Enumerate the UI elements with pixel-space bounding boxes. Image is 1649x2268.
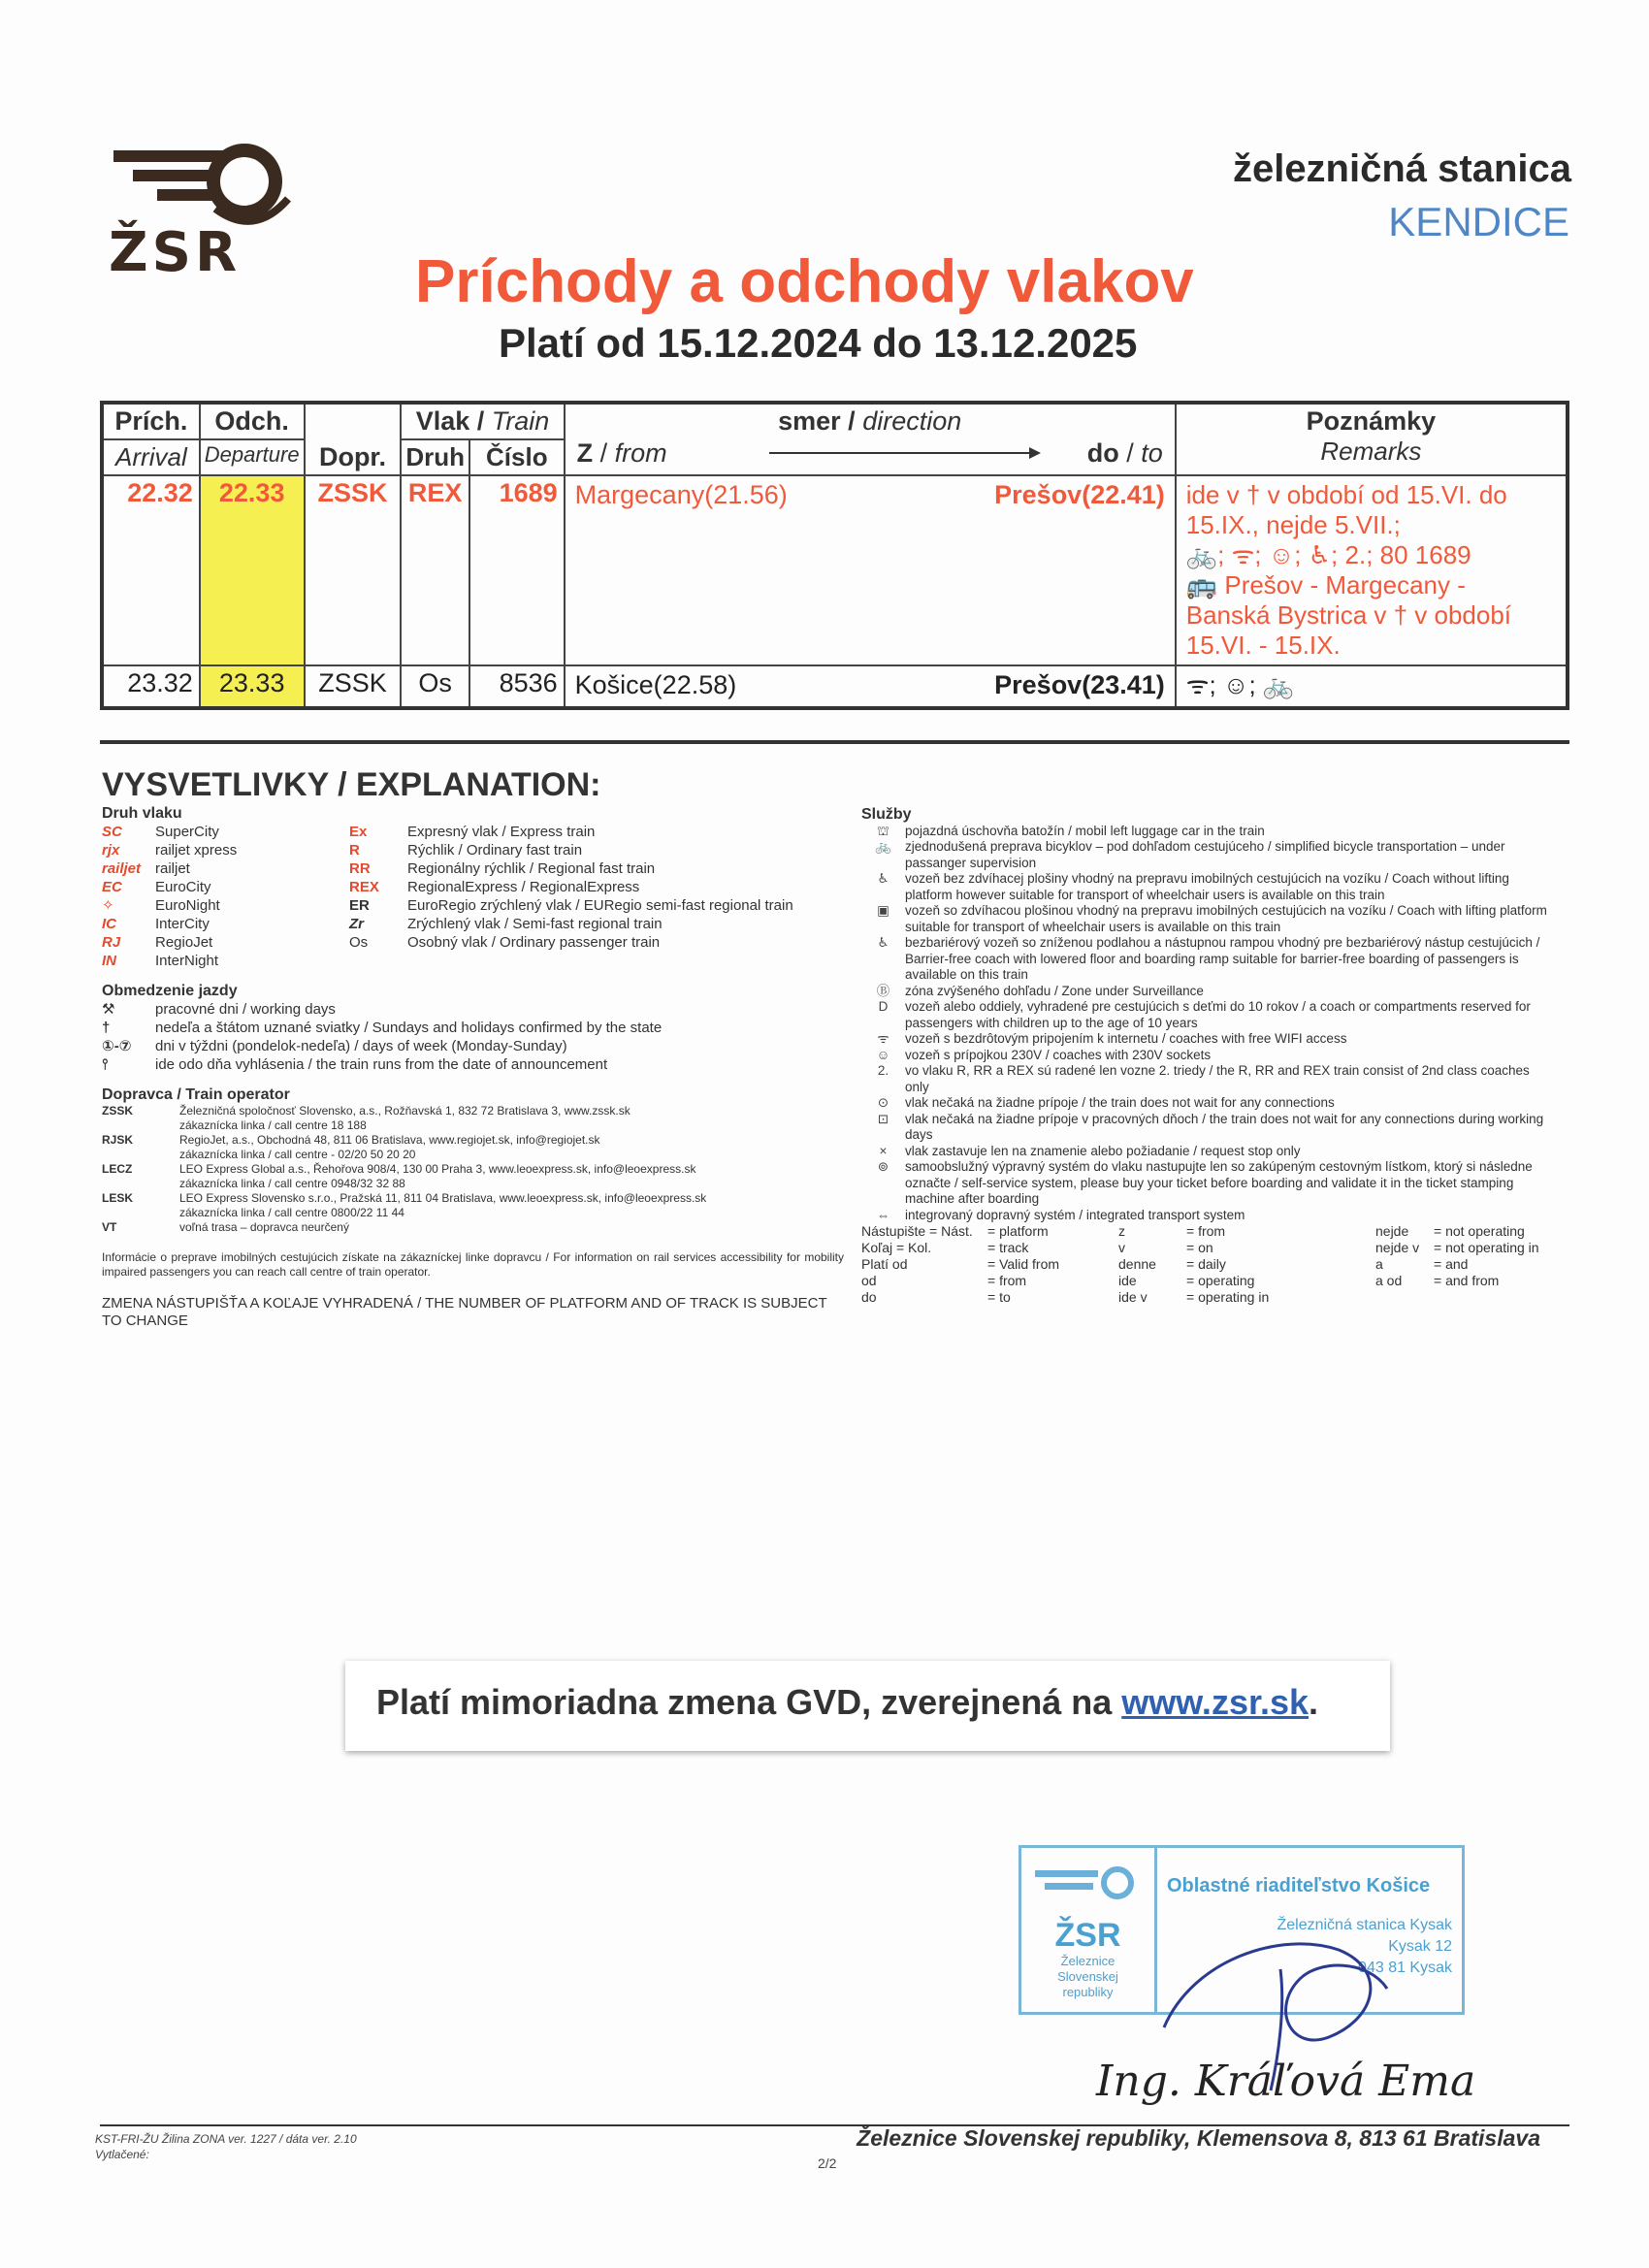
stamp-logo-text: ŽSR: [1054, 1917, 1121, 1954]
train-type-item: RR Regionálny rýchlik / Regional fast train: [349, 860, 656, 877]
lift-platform-icon: ▣: [877, 903, 889, 918]
table-row: [102, 665, 1568, 708]
operators-heading: Dopravca / Train operator: [102, 1086, 290, 1103]
remarks: [1176, 475, 1568, 665]
train-type-item: SC SuperCity: [102, 824, 219, 840]
train-type: REX: [401, 475, 469, 665]
header-number: Číslo: [469, 439, 565, 475]
train-type-item: Ex Expresný vlak / Express train: [349, 824, 596, 840]
header-remarks: Poznámky Remarks: [1176, 403, 1568, 475]
train-types-heading: Druh vlaku: [102, 805, 182, 822]
wifi-icon: ᯤ: [877, 1031, 889, 1046]
to-station: Prešov(22.41): [994, 480, 1165, 509]
operator: ZSSK: [305, 665, 402, 708]
remarks: [1176, 665, 1568, 708]
header-arrival-en: Arrival: [102, 439, 200, 475]
service-item: ⇔ integrovaný dopravný systém / integrated transport system: [861, 1208, 1560, 1224]
notice-suffix: .: [1309, 1682, 1319, 1722]
operator-item: VT voľná trasa – dopravca neurčený: [102, 1220, 349, 1234]
station-label: železničná stanica: [1232, 147, 1571, 190]
service-item: ᯤ vozeň s bezdrôtovým pripojením k internetu / coaches with free WIFI access: [861, 1031, 1560, 1048]
train-type-item: REX RegionalExpress / RegionalExpress: [349, 879, 640, 895]
page-title: Príchody a odchody vlakov: [415, 248, 1194, 315]
no-connection-workdays-icon: ⊡: [877, 1111, 889, 1126]
second-class-icon: 2.: [877, 1063, 889, 1078]
services-heading: Služby: [861, 806, 912, 823]
station-name: KENDICE: [1388, 199, 1569, 244]
stamp-title: Oblastné riaditeľstvo Košice: [1167, 1875, 1431, 1896]
service-item: 2. vo vlaku R, RR a REX sú radené len vozne 2. triedy / the R, RR and REX train consist of 2nd class coaches only: [861, 1063, 1560, 1095]
logo-text: ŽSR: [109, 221, 242, 284]
train-type-item: IC InterCity: [102, 916, 210, 932]
no-connection-icon: ⊙: [877, 1095, 889, 1110]
train-number: 1689: [469, 475, 565, 665]
wheelchair-icon: ♿: [877, 871, 889, 886]
restriction-item: † nedeľa a štátom uznané sviatky / Sundays and holidays confirmed by the state: [102, 1020, 663, 1036]
mobility-note: Informácie o preprave imobilných cestujúcich získate na zákazníckej linke dopravcu / For information on rail services accessibility for mobility impaired passengers you can reach call centre of train operator.: [102, 1250, 844, 1279]
train-type-item: ER EuroRegio zrýchlený vlak / EURegio semi-fast regional train: [349, 897, 793, 914]
footer-meta: KST-FRI-ŽU Žilina ZONA ver. 1227 / dáta ver. 2.10 Vytlačené:: [95, 2132, 357, 2161]
operator-item: RJSK RegioJet, a.s., Obchodná 48, 811 06 Bratislava, www.regiojet.sk, info@regiojet.sk zákaznícka linka / call centre - 02/20 50 20 20: [102, 1133, 600, 1161]
direction: [565, 665, 1176, 708]
services-section: [861, 807, 1560, 1306]
luggage-icon: ⛫: [877, 823, 889, 838]
train-types-right: [349, 823, 854, 970]
arrival-time: 23.32: [102, 665, 200, 708]
operator-item: LECZ LEO Express Global a.s., Řehořova 908/4, 130 00 Praha 3, www.leoexpress.sk, info@leoexpress.sk zákaznícka linka / call centre 0948/32 32 88: [102, 1162, 696, 1190]
from-station: Košice(22.58): [574, 670, 737, 699]
header-direction: smer / direction Z / from do / to: [565, 403, 1176, 475]
remarks-services: 🚲; ᯤ; ☺; ♿; 2.; 80 1689: [1185, 540, 1471, 569]
train-types-left: [102, 823, 349, 970]
notice-link[interactable]: www.zsr.sk: [1121, 1682, 1310, 1722]
service-item: ▣ vozeň so zdvíhacou plošinou vhodný na prepravu imobilných cestujúcich na vozíku / Coach with lifting platform suitable for transport of wheelchair users is available on this train: [861, 903, 1560, 935]
socket-icon: ☺: [876, 1047, 890, 1062]
train-type-item: RJ RegioJet: [102, 934, 213, 951]
service-item: ⛫ pojazdná úschovňa batožín / mobil left luggage car in the train: [861, 824, 1560, 840]
service-item: Ⓑ zóna zvýšeného dohľadu / Zone under Surveillance: [861, 984, 1560, 1000]
departure-time: 22.33: [200, 475, 305, 665]
train-type: Os: [401, 665, 469, 708]
self-service-icon: ⊚: [877, 1159, 889, 1174]
stamp-left-text: Železnice Slovenskej republiky: [1057, 1954, 1118, 1999]
train-type-item: railjet railjet: [102, 860, 190, 877]
direction-arrow-icon: [769, 452, 1039, 454]
service-item: D vozeň alebo oddiely, vyhradené pre cestujúcich s deťmi do 10 rokov / a coach or compartments reserved for passengers with children up to the age of 10 years: [861, 999, 1560, 1031]
train-type-item: Zr Zrýchlený vlak / Semi-fast regional train: [349, 916, 663, 932]
barrier-free-icon: ♿: [877, 935, 889, 950]
service-item: ⊙ vlak nečaká na žiadne prípoje / the train does not wait for any connections: [861, 1095, 1560, 1112]
train-type-item: rjx railjet xpress: [102, 842, 238, 859]
restriction-item: ①-⑦ dni v týždni (pondelok-nedeľa) / days of week (Monday-Sunday): [102, 1038, 567, 1054]
notice-box: [345, 1661, 1390, 1751]
signature: Ing. Kráľová Ema: [1096, 2057, 1476, 2106]
train-type-item: Os Osobný vlak / Ordinary passenger train: [349, 934, 661, 951]
divider: [100, 740, 1569, 744]
arrival-time: 22.32: [102, 475, 200, 665]
remarks-line: ide v † v období od 15.VI. do 15.IX., nejde 5.VII.;: [1185, 480, 1507, 539]
service-item: ♿ vozeň bez zdvíhacej plošiny vhodný na prepravu imobilných cestujúcich na vozíku / Coach without lifting platform however suitable for transport of wheelchair users is available on this train: [861, 871, 1560, 903]
header-train: Vlak / Train: [401, 403, 564, 439]
footer-address: Železnice Slovenskej republiky, Klemensova 8, 813 61 Bratislava: [857, 2125, 1540, 2151]
surveillance-icon: Ⓑ: [876, 983, 890, 998]
service-item: ⊚ samoobslužný výpravný systém do vlaku nastupujte len so zakúpeným cestovným lístkom, ktorý si následne označte / self-service system, please buy your ticket before boarding and validate it in the ticket stamping machine after boarding: [861, 1159, 1560, 1208]
service-item: × vlak zastavuje len na znamenie alebo požiadanie / request stop only: [861, 1144, 1560, 1160]
remarks-services: ᯤ; ☺; 🚲: [1185, 670, 1295, 699]
integrated-transport-icon: ⇔: [876, 1207, 890, 1222]
zsr-wheel-icon: [109, 141, 293, 228]
request-stop-icon: ×: [879, 1143, 888, 1158]
service-item: ⊡ vlak nečaká na žiadne prípoje v pracovných dňoch / the train does not wait for any connections during working days: [861, 1112, 1560, 1144]
platform-note: ZMENA NÁSTUPIŠŤA A KOĽAJE VYHRADENÁ / THE NUMBER OF PLATFORM AND OF TRACK IS SUBJECT TO CHANGE: [102, 1295, 827, 1329]
direction: [565, 475, 1176, 665]
to-station: Prešov(23.41): [994, 670, 1165, 699]
train-type-item: EC EuroCity: [102, 879, 211, 895]
glossary: Nástupište = Nást. = platform z = from nejde = not operating Koľaj = Kol. = track v = on nejde v = not operating in Platí od = Valid from denne = daily a = and od = from ide = operating a od = and from do = to ide v = operating in: [861, 1223, 1539, 1305]
service-item: ♿ bezbariérový vozeň so zníženou podlahou a nástupnou rampou vhodný pre bezbariérový nástup cestujúcich / Barrier-free coach with lowered floor and boarding ramp suitable for barrier-free boarding of passengers is available on this train: [861, 935, 1560, 984]
from-station: Margecany(21.56): [574, 480, 788, 509]
header-departure-en: Departure: [200, 439, 305, 475]
operator: ZSSK: [305, 475, 402, 665]
service-item: 🚲 zjednodušená preprava bicyklov – pod dohľadom cestujúceho / simplified bicycle transportation – under passanger supervision: [861, 839, 1560, 871]
header-departure: Odch.: [200, 403, 305, 439]
validity-period: Platí od 15.12.2024 do 13.12.2025: [499, 320, 1138, 366]
train-type-item: R Rýchlik / Ordinary fast train: [349, 842, 583, 859]
table-row: [102, 475, 1568, 665]
stamp-address: Železničná stanica Kysak Kysak 12 043 81 Kysak: [1277, 1917, 1452, 1976]
page-number: 2/2: [818, 2155, 837, 2171]
operator-item: ZSSK Železničná spoločnosť Slovensko, a.s., Rožňavská 1, 832 72 Bratislava 3, www.zssk.sk zákaznícka linka / call centre 18 188: [102, 1104, 630, 1132]
header-operator: Dopr.: [305, 403, 402, 475]
bicycle-icon: 🚲: [875, 839, 891, 854]
train-type-item: ✧ EuroNight: [102, 897, 220, 914]
children-icon: D: [878, 999, 889, 1014]
explanation-title: VYSVETLIVKY / EXPLANATION:: [102, 766, 601, 803]
train-number: 8536: [469, 665, 565, 708]
timetable: [100, 401, 1569, 710]
header-arrival: Prích.: [102, 403, 200, 439]
departure-time: 23.33: [200, 665, 305, 708]
notice-text: Platí mimoriadna zmena GVD, zverejnená na: [376, 1682, 1122, 1722]
operator-item: LESK LEO Express Slovensko s.r.o., Pražská 11, 811 04 Bratislava, www.leoexpress.sk, info@leoexpress.sk zákaznícka linka / call centre 0800/22 11 44: [102, 1191, 707, 1219]
stamp-logo-icon: [1030, 1865, 1147, 1914]
remarks-bus: 🚌 Prešov - Margecany - Banská Bystrica v † v období 15.VI. - 15.IX.: [1185, 570, 1512, 660]
header-type: Druh: [401, 439, 469, 475]
train-type-item: IN InterNight: [102, 953, 219, 969]
restriction-item: ⫯ ide odo dňa vyhlásenia / the train runs from the date of announcement: [102, 1056, 608, 1073]
explanation-left: [102, 804, 858, 1330]
service-item: ☺ vozeň s prípojkou 230V / coaches with 230V sockets: [861, 1048, 1560, 1064]
restrictions-heading: Obmedzenie jazdy: [102, 983, 238, 999]
restriction-item: ⚒ pracovné dni / working days: [102, 1001, 336, 1018]
